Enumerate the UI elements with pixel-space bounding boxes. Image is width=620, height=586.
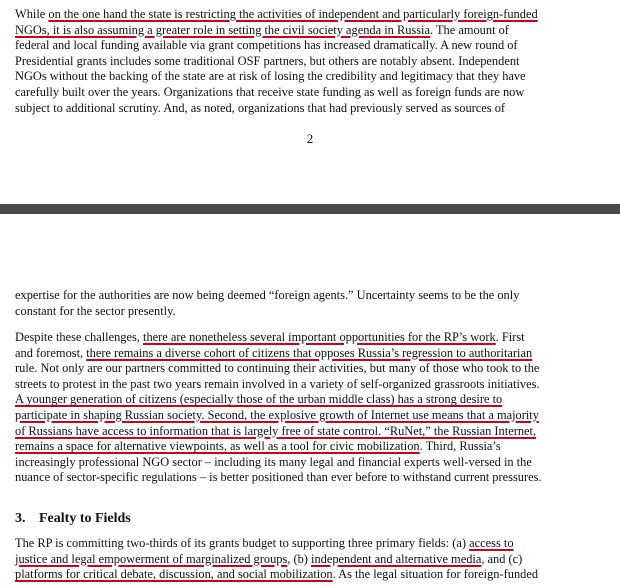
text-line (15, 455, 611, 471)
text-line (15, 377, 611, 393)
paragraph-opportunities (15, 330, 611, 486)
text-line (15, 346, 611, 362)
highlighted-text: remains a space for alternative viewpoints, as well as a tool for civic mobilization (15, 439, 420, 454)
text-line (15, 304, 611, 320)
text-run: Presidential grants includes some traditional OSF partners, but others are notably absent. Independent (15, 53, 520, 68)
section-title: Fealty to Fields (39, 511, 131, 526)
highlighted-text: justice and legal empowerment of marginalized groups (15, 551, 288, 566)
text-line (15, 101, 611, 117)
highlighted-text: access to (469, 536, 514, 550)
text-run: . The amount of (430, 22, 509, 37)
highlighted-text: of Russians have access to information that is largely free of state control. “RuNet,” the Russian Internet, (15, 423, 537, 438)
text-run: The RP is committing two-thirds of its grants budget to supporting three primary fields: (a) (15, 536, 470, 550)
text-line (15, 392, 611, 408)
text-run: and foremost, (15, 345, 87, 360)
text-run: . First (495, 330, 525, 344)
text-run: increasingly professional NGO sector – including its many legal and financial experts well-versed in the (15, 454, 532, 469)
text-run: nuance of sector-specific regulations – is better positioned than ever before to withstand current pressures. (15, 470, 542, 485)
text-run: , (b) (287, 551, 312, 566)
text-line (15, 330, 611, 346)
text-run: Despite these challenges, (15, 330, 143, 344)
text-run: subject to additional scrutiny. And, as noted, organizations that had previously served as sources of (15, 100, 506, 115)
text-line (15, 23, 611, 39)
text-line (15, 552, 611, 568)
text-line (15, 439, 611, 455)
text-line (15, 408, 611, 424)
text-line (15, 567, 611, 583)
text-run: streets to protest in the past two years remain involved in a variety of self-organized grassroots initiatives. (15, 376, 540, 391)
highlighted-text: on the one hand the state is restricting the activities of independent and particularly foreign-funded (48, 7, 538, 21)
text-line (15, 69, 611, 85)
highlighted-text: NGOs, it is also assuming a greater role in setting the civil society agenda in Russia (15, 22, 431, 37)
text-run: federal and local funding available via grant competitions has increased dramatically. A new round of (15, 38, 518, 53)
text-run: . Third, Russia’s (419, 439, 501, 454)
page-number: 2 (306, 131, 314, 146)
text-line (15, 470, 611, 486)
paragraph-primary-fields (15, 536, 611, 583)
text-run: carefully built over the years. Organizations that receive state funding as well as foreign funds are now (15, 84, 525, 99)
text-run: , and (c) (481, 551, 523, 566)
highlighted-text: there remains a diverse cohort of citizens that opposes Russia’s regression to authoritarian (86, 345, 533, 360)
text-run: . As the legal situation for foreign-funded (332, 567, 539, 582)
text-line (15, 38, 611, 54)
highlighted-text: A younger generation of citizens (especially those of the urban middle class) has a strong desire to (15, 392, 503, 407)
paragraph-state-agenda (15, 7, 611, 116)
section-heading (15, 511, 131, 527)
text-line (15, 85, 611, 101)
highlighted-text: participate in shaping Russian society. Second, the explosive growth of Internet use means that a majority (15, 407, 539, 422)
page-break-bar (0, 204, 620, 214)
text-line (15, 424, 611, 440)
text-run: While (15, 7, 49, 21)
text-line (15, 54, 611, 70)
text-run: NGOs without the backing of the state are at risk of losing the credibility and legitimacy that they have (15, 69, 526, 84)
paragraph-uncertainty (15, 288, 611, 319)
text-line (15, 361, 611, 377)
text-line (15, 7, 611, 23)
text-run: expertise for the authorities are now being deemed “foreign agents.” Uncertainty seems to be the only (15, 288, 520, 302)
text-line (15, 536, 611, 552)
highlighted-text: independent and alternative media (311, 551, 482, 566)
highlighted-text: there are nonetheless several important opportunities for the RP’s work (143, 330, 496, 344)
text-run: rule. Not only are our partners committed to continuing their activities, but many of those who took to the (15, 361, 540, 376)
section-number: 3. (15, 511, 26, 526)
highlighted-text: platforms for critical debate, discussion, and social mobilization (15, 567, 333, 582)
text-run: constant for the sector presently. (15, 303, 176, 318)
text-line (15, 288, 611, 304)
